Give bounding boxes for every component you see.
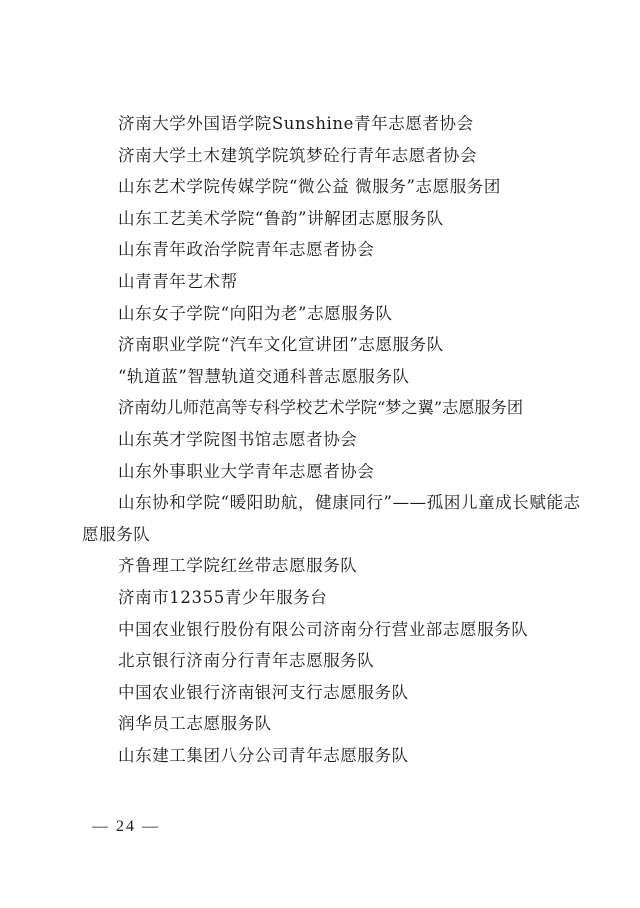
list-item: 山东艺术学院传媒学院“微公益 微服务”志愿服务团 xyxy=(118,177,502,197)
list-item: 济南市12355青少年服务台 xyxy=(118,587,328,607)
list-item: 山东青年政治学院青年志愿者协会 xyxy=(118,240,375,260)
list-item: 山东工艺美术学院“鲁韵”讲解团志愿服务队 xyxy=(118,208,444,228)
list-item: 山东女子学院“向阳为老”志愿服务队 xyxy=(118,303,393,323)
list-item: 济南幼儿师范高等专科学校艺术学院“梦之翼”志愿服务团 xyxy=(118,398,524,418)
list-item: 中国农业银行股份有限公司济南分行营业部志愿服务队 xyxy=(118,619,529,639)
list-item: 济南大学外国语学院Sunshine青年志愿者协会 xyxy=(118,114,474,133)
list-item: 济南职业学院“汽车文化宣讲团”志愿服务队 xyxy=(118,335,444,355)
list-item: 齐鲁理工学院红丝带志愿服务队 xyxy=(118,556,358,576)
list-item: 山东外事职业大学青年志愿者协会 xyxy=(118,461,375,481)
list-item: 中国农业银行济南银河支行志愿服务队 xyxy=(118,682,409,702)
page-number: — 24 — xyxy=(92,818,160,835)
organization-list xyxy=(82,108,582,771)
list-item: 山东英才学院图书馆志愿者协会 xyxy=(118,429,358,449)
list-item: 北京银行济南分行青年志愿服务队 xyxy=(118,651,375,671)
list-item: 山东协和学院“暖阳助航，健康同行”——孤困儿童成长赋能志愿服务队 xyxy=(82,493,581,544)
list-item: 山青青年艺术帮 xyxy=(118,271,238,291)
list-item: 山东建工集团八分公司青年志愿服务队 xyxy=(118,745,409,765)
list-item: “轨道蓝”智慧轨道交通科普志愿服务队 xyxy=(118,366,410,386)
list-item: 润华员工志愿服务队 xyxy=(118,714,272,734)
list-item: 济南大学土木建筑学院筑梦砼行青年志愿者协会 xyxy=(118,145,478,165)
